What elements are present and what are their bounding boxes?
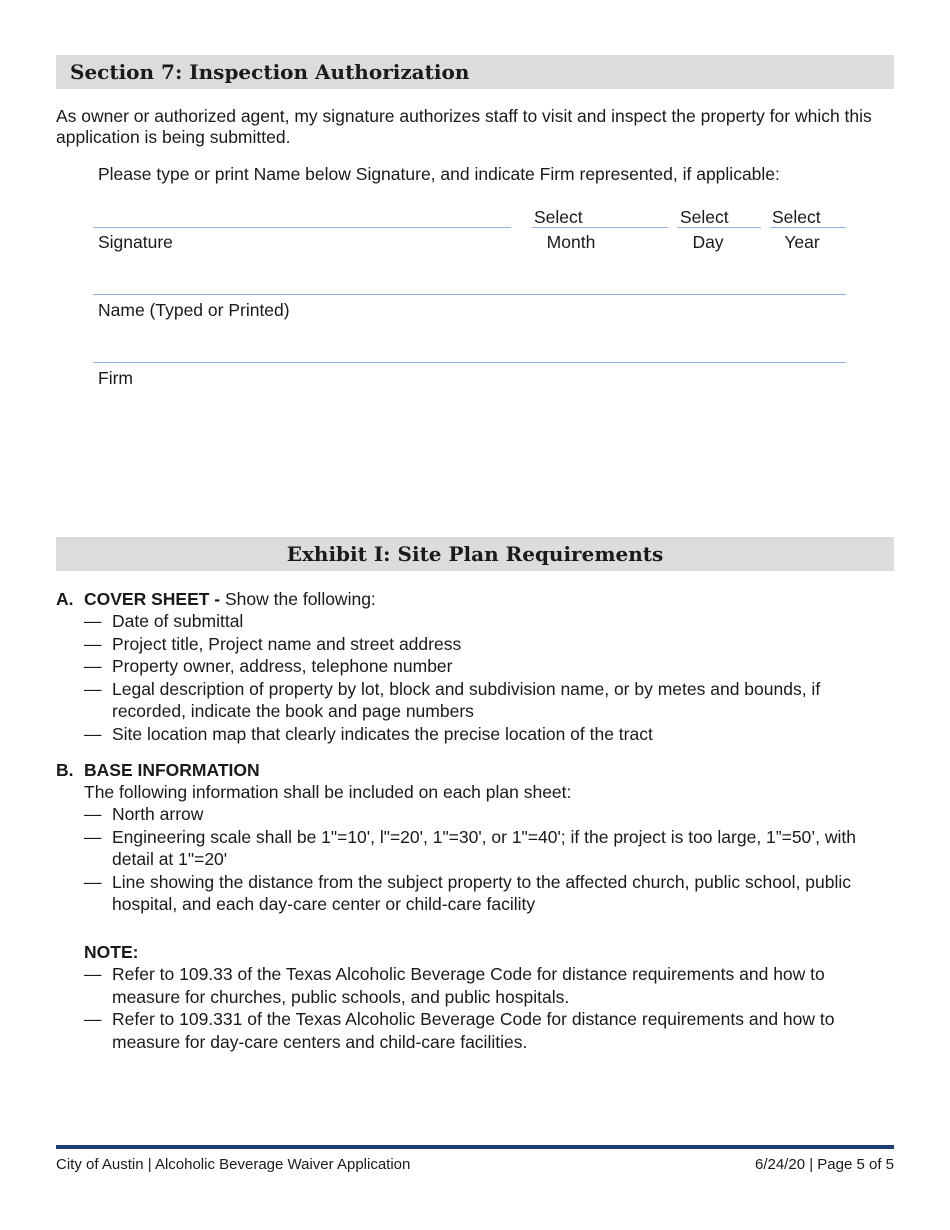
year-label: Year: [784, 232, 820, 252]
dash-bullet: —: [84, 633, 102, 654]
signature-label: Signature: [98, 232, 173, 252]
authorization-paragraph: As owner or authorized agent, my signature authorizes staff to visit and inspect the property for which this application is being submitted.: [56, 106, 872, 147]
list-item-text: Site location map that clearly indicates the precise location of the tract: [112, 723, 653, 744]
list-item-text: Project title, Project name and street address: [112, 633, 462, 654]
list-item: [84, 678, 884, 723]
base-information-heading: [56, 760, 260, 781]
name-field[interactable]: [93, 294, 846, 295]
list-item: [84, 826, 884, 871]
firm-label: Firm: [98, 368, 133, 388]
note-list: [84, 963, 884, 1053]
firm-field[interactable]: [93, 362, 846, 363]
base-information-list: [84, 803, 884, 916]
month-select[interactable]: Select: [534, 207, 583, 227]
list-item: [84, 871, 884, 916]
footer-title: City of Austin | Alcoholic Beverage Waiver Application: [56, 1156, 411, 1173]
day-label: Day: [692, 232, 724, 252]
item-letter-a: A.: [56, 589, 74, 609]
list-item-text: Legal description of property by lot, block and subdivision name, or by metes and bounds, if recorded, indicate the book and page numbers: [112, 678, 821, 721]
cover-sheet-list: [84, 610, 884, 745]
list-item: [84, 803, 884, 826]
section-7-heading: Section 7: Inspection Authorization: [56, 55, 894, 89]
signature-instruction: Please type or print Name below Signature, and indicate Firm represented, if applicable:: [98, 164, 780, 184]
dash-bullet: —: [84, 723, 102, 744]
exhibit-heading: Exhibit I: Site Plan Requirements: [56, 537, 894, 571]
base-information-title: BASE INFORMATION: [84, 760, 260, 780]
base-information-intro: The following information shall be included on each plan sheet:: [84, 782, 572, 802]
footer-rule: [56, 1145, 894, 1149]
dash-bullet: —: [84, 678, 102, 699]
list-item-text: Refer to 109.33 of the Texas Alcoholic Beverage Code for distance requirements and how to measure for churches, public schools, and public hospitals.: [112, 964, 825, 1007]
day-select[interactable]: Select: [680, 207, 729, 227]
note-heading: NOTE:: [84, 942, 139, 962]
signature-field[interactable]: [93, 227, 511, 228]
list-item-text: Line showing the distance from the subject property to the affected church, public school, public hospital, and each day-care center or child-care facility: [112, 871, 851, 914]
dash-bullet: —: [84, 611, 102, 631]
footer-page-number: 6/24/20 | Page 5 of 5: [754, 1156, 894, 1173]
item-letter-b: B.: [56, 760, 74, 780]
list-item: [84, 963, 884, 1008]
list-item: [84, 610, 884, 633]
list-item: [84, 1008, 884, 1053]
list-item: [84, 723, 884, 746]
cover-sheet-subtitle: Show the following:: [220, 589, 376, 609]
month-label: Month: [546, 232, 596, 252]
list-item-text: Property owner, address, telephone number: [112, 656, 453, 676]
list-item: [84, 655, 884, 678]
list-item-text: Refer to 109.331 of the Texas Alcoholic Beverage Code for distance requirements and how to measure for day-care centers and child-care facilities.: [112, 1009, 835, 1052]
cover-sheet-heading: [56, 589, 376, 610]
list-item-text: Date of submittal: [112, 611, 244, 631]
list-item-text: Engineering scale shall be 1"=10', l"=20', 1"=30', or 1"=40'; if the project is too large, 1”=50’, with detail at 1"=20': [112, 826, 857, 869]
cover-sheet-title: COVER SHEET -: [84, 589, 221, 609]
dash-bullet: —: [84, 1009, 102, 1029]
dash-bullet: —: [84, 656, 102, 676]
name-label: Name (Typed or Printed): [98, 300, 290, 320]
dash-bullet: —: [84, 964, 102, 984]
dash-bullet: —: [84, 804, 102, 824]
year-select[interactable]: Select: [772, 207, 821, 227]
dash-bullet: —: [84, 871, 102, 892]
list-item-text: North arrow: [112, 804, 204, 824]
dash-bullet: —: [84, 826, 102, 847]
list-item: [84, 633, 884, 656]
